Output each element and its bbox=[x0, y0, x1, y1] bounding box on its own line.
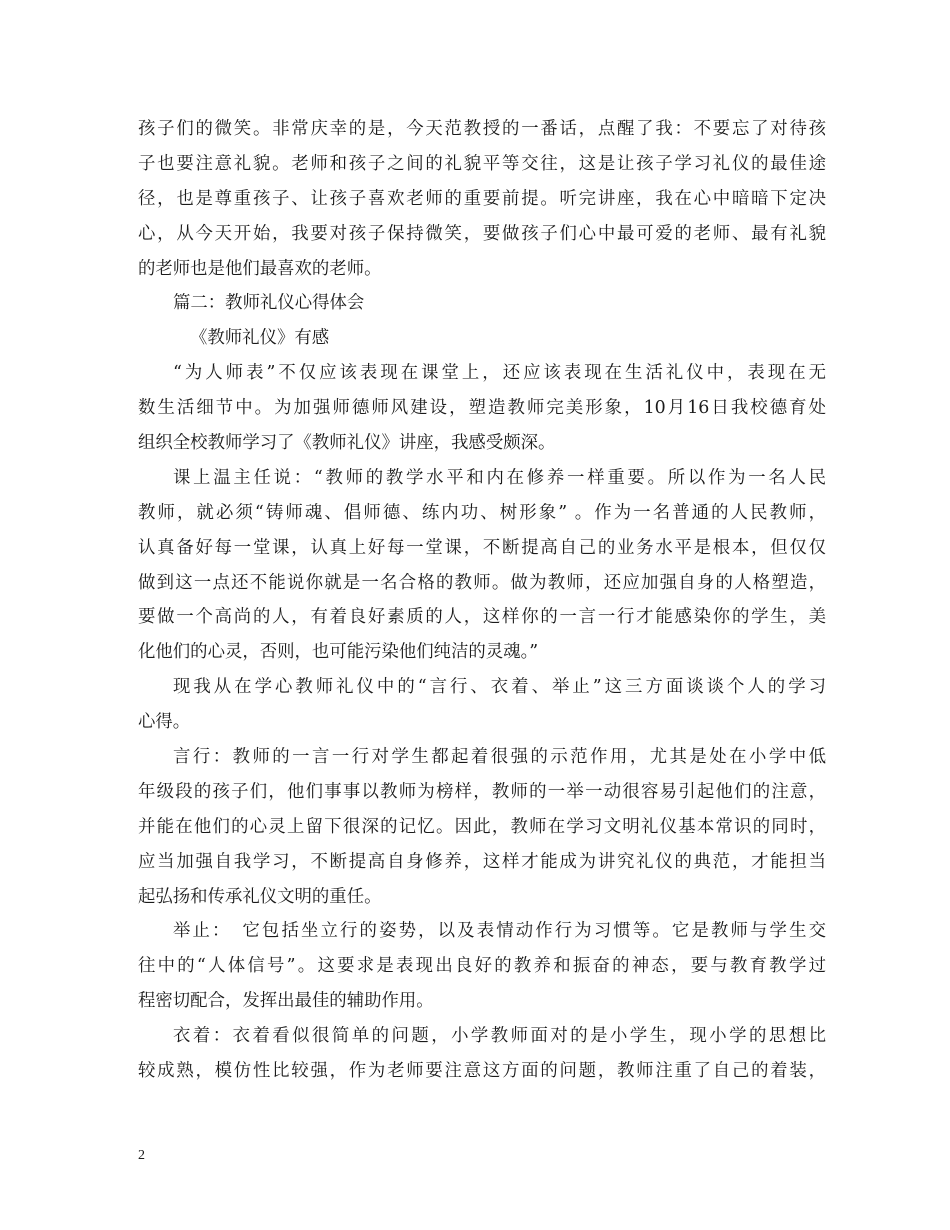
text-line: 衣着：衣着看似很简单的问题，小学教师面对的是小学生，现小学的思想比 bbox=[173, 1026, 826, 1047]
text-line: 孩子们的微笑。非常庆幸的是，今天范教授的一番话，点醒了我：不要忘了对待孩 bbox=[138, 119, 826, 139]
text-line: 认真备好每一堂课，认真上好每一堂课，不断提高自己的业务水平是根本，但仅仅 bbox=[138, 537, 826, 558]
text-line: 数生活细节中。为加强师德师风建设，塑造教师完美形象，10月16日我校德育处 bbox=[138, 398, 826, 419]
text-line: 心，从今天开始，我要对孩子保持微笑，要做孩子们心中最可爱的老师、最有礼貌 bbox=[138, 223, 826, 244]
text-line: 化他们的心灵，否则，也可能污染他们纯洁的灵魂。” bbox=[138, 642, 539, 663]
section-heading: 篇二：教师礼仪心得体会 bbox=[173, 293, 365, 314]
text-line: 言行：教师的一言一行对学生都起着很强的示范作用，尤其是处在小学中低 bbox=[173, 747, 826, 768]
text-line: 课上温主任说：“教师的教学水平和内在修养一样重要。所以作为一名人民 bbox=[173, 467, 826, 488]
text-line: 要做一个高尚的人，有着良好素质的人，这样你的一言一行才能感染你的学生，美 bbox=[138, 607, 826, 628]
text-line: 做到这一点还不能说你就是一名合格的教师。做为教师，还应加强自身的人格塑造， bbox=[138, 572, 826, 593]
text-line: 组织全校教师学习了《教师礼仪》讲座，我感受颇深。 bbox=[138, 433, 556, 454]
article-title: 《教师礼仪》有感 bbox=[190, 328, 330, 349]
page-number: 2 bbox=[138, 1148, 145, 1163]
text-line: 起弘扬和传承礼仪文明的重任。 bbox=[138, 886, 382, 907]
text-line: 应当加强自我学习，不断提高自身修养，这样才能成为讲究礼仪的典范，才能担当 bbox=[138, 851, 826, 872]
text-line: 子也要注意礼貌。老师和孩子之间的礼貌平等交往，这是让孩子学习礼仪的最佳途 bbox=[138, 153, 826, 174]
text-line: 径，也是尊重孩子、让孩子喜欢老师的重要前提。听完讲座，我在心中暗暗下定决 bbox=[138, 188, 826, 209]
text-line: 并能在他们的心灵上留下很深的记忆。因此，教师在学习文明礼仪基本常识的同时， bbox=[138, 816, 826, 837]
text-line: 现我从在学心教师礼仪中的“言行、衣着、举止”这三方面谈谈个人的学习 bbox=[173, 677, 826, 698]
text-line: 程密切配合，发挥出最佳的辅助作用。 bbox=[138, 991, 434, 1012]
text-line: 教师，就必须“铸师魂、倡师德、练内功、树形象” 。作为一名普通的人民教师， bbox=[138, 502, 826, 523]
text-line: 举止： 它包括坐立行的姿势，以及表情动作行为习惯等。它是教师与学生交 bbox=[173, 921, 826, 942]
text-line: 的老师也是他们最喜欢的老师。 bbox=[138, 258, 382, 279]
text-line: 心得。 bbox=[138, 712, 191, 733]
text-line: 年级段的孩子们，他们事事以教师为榜样，教师的一举一动很容易引起他们的注意， bbox=[138, 781, 826, 802]
text-line: 较成熟，模仿性比较强，作为老师要注意这方面的问题，教师注重了自己的着装， bbox=[138, 1061, 826, 1082]
text-line: “为人师表”不仅应该表现在课堂上，还应该表现在生活礼仪中，表现在无 bbox=[173, 363, 826, 384]
text-line: 往中的“人体信号”。这要求是表现出良好的教养和振奋的神态，要与教育教学过 bbox=[138, 956, 826, 977]
document-body bbox=[138, 112, 826, 1089]
